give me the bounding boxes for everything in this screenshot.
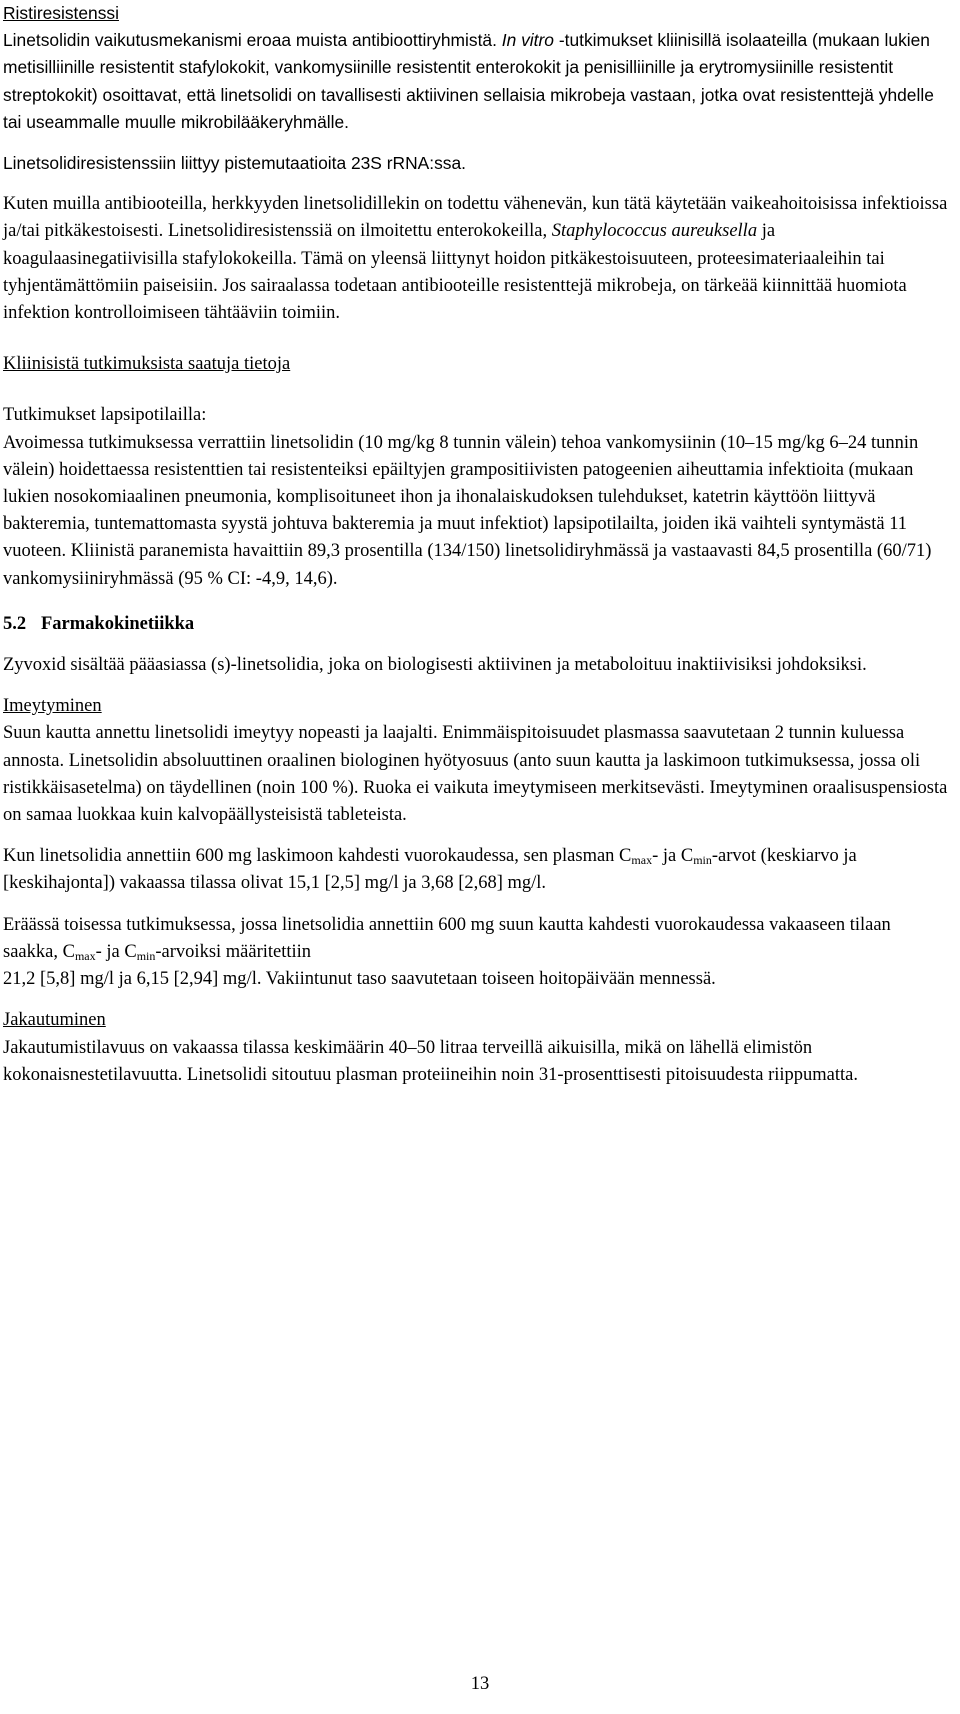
oral-text-a: Eräässä toisessa tutkimuksessa, jossa linetsolidia annettiin 600 mg suun kautta kahdesti vuorokaudessa vakaaseen tilaan saakka, C xyxy=(3,914,891,962)
sensitivity-part-b: Linetsolidiresistenssiä on ilmoitettu enterokokeilla, xyxy=(167,221,548,242)
cross-resistance-heading: Ristiresistenssi xyxy=(3,3,119,23)
mechanism-sentence: Linetsolidin vaikutusmekanismi eroaa muista antibioottiryhmistä. xyxy=(3,30,497,51)
sensitivity-part-c: ja koagulaasinegatiivisilla stafylokokeilla. Tämä on yleensä liittynyt hoidon pitkäkestoisuuteen, proteesimateriaaleihin tai tyhjentämättömiin paiseisiin. Jos sairaalassa todetaan antibiooteille resistenttejä mikrobeja, on tärkeää kiinnittää huomiota infektion kontrolloimiseen tähtääviin toimiin. xyxy=(3,221,907,324)
page-number: 13 xyxy=(470,1674,490,1694)
in-vitro-findings: -tutkimukset kliinisillä isolaateilla (mukaan lukien metisilliinille resistentit stafylokokit, vankomysiinille resistentit enterokokit ja penisilliinille ja erytromysiinille resistentit streptokokit) osoittavat, että linetsolidi on tavallisesti aktiivinen sellaisia mikrobeja vastaan, jotka ovat resistenttejä yhdelle tai useammalle muulle mikrobilääkeryhmälle. xyxy=(3,30,934,132)
distribution-heading: Jakautuminen xyxy=(3,1010,106,1031)
oral-dosing-paragraph xyxy=(3,912,950,994)
clinical-studies-heading: Kliinisistä tutkimuksista saatuja tietoja xyxy=(3,354,291,375)
iv-text-b: - ja C xyxy=(652,846,694,867)
distribution-section xyxy=(3,1007,950,1089)
sensitivity-paragraph xyxy=(3,191,950,327)
cmax-subscript: max xyxy=(74,948,96,963)
cmin-subscript: min xyxy=(693,853,712,868)
absorption-section xyxy=(3,693,950,829)
sensitivity-part-a: Kuten muilla antibiooteilla, herkkyyden linetsolidillekin on todettu vähenevän, kun tätä käytetään vaikeahoitoisissa infektioissa ja/tai pitkäkestoisesti. xyxy=(3,194,948,242)
iv-text-c: -arvot (keskiarvo ja [keskihajonta]) vakaassa tilassa olivat 15,1 [2,5] mg/l ja 3,68 [2,68] mg/l. xyxy=(3,846,857,894)
absorption-body: Suun kautta annettu linetsolidi imeytyy nopeasti ja laajalti. Enimmäispitoisuudet plasmassa saavutetaan 2 tunnin kuluessa annosta. Linetsolidin absoluuttinen oraalinen biologinen hyötyosuus (anto suun kautta ja laskimoon tutkimuksessa, jossa oli ristikkäisasetelma) on täydellinen (noin 100 %). Ruoka ei vaikuta imeytymiseen merkitsevästi. Imeytyminen oraalisuspensiosta on samaa luokkaa kuin kalvopäällysteisistä tableteista. xyxy=(3,723,948,826)
oral-text-d: 21,2 [5,8] mg/l ja 6,15 [2,94] mg/l. Vakiintunut taso saavutetaan toiseen hoitopäivään mennessä. xyxy=(3,969,716,990)
in-vitro-term: In vitro xyxy=(501,30,554,51)
staphylococcus-term: Staphylococcus aureuksella xyxy=(551,221,758,242)
oral-text-b: - ja C xyxy=(95,941,137,962)
oral-text-c: -arvoiksi määritettiin xyxy=(155,941,312,962)
cmax-subscript: max xyxy=(631,853,653,868)
iv-dosing-paragraph xyxy=(3,843,950,897)
zyvoxid-paragraph: Zyvoxid sisältää pääasiassa (s)-linetsolidia, joka on biologisesti aktiivinen ja metaboloituu inaktiivisiksi johdoksiksi. xyxy=(3,655,867,676)
section-title: Farmakokinetiikka xyxy=(41,613,195,634)
pharmacokinetics-heading xyxy=(3,611,950,638)
pediatric-title: Tutkimukset lapsipotilailla: xyxy=(3,405,207,426)
pediatric-paragraph xyxy=(3,402,950,592)
pediatric-body: Avoimessa tutkimuksessa verrattiin linetsolidin (10 mg/kg 8 tunnin välein) tehoa vankomysiinin (10‒15 mg/kg 6‒24 tunnin välein) hoidettaessa resistenttien tai resistenteiksi epäiltyjen grampositiivisten patogeenien aiheuttamia infektioita (mukaan lukien nosokomiaalinen pneumonia, komplisoituneet ihon ja ihonalaiskudoksen tulehdukset, katetrin käyttöön liittyvä bakteremia, tuntemattomasta syystä johtuva bakteremia ja muut infektiot) lapsipotilailta, joiden ikä vaihteli syntymästä 11 vuoteen. Kliinistä paranemista havaittiin 89,3 prosentilla (134/150) linetsolidiryhmässä ja vastaavasti 84,5 prosentilla (60/71) vankomysiiniryhmässä (95 % CI: -4,9, 14,6). xyxy=(3,432,932,589)
iv-text-a: Kun linetsolidia annettiin 600 mg laskimoon kahdesti vuorokaudessa, sen plasman C xyxy=(3,846,632,867)
section-number: 5.2 xyxy=(3,613,27,634)
point-mutation-paragraph: Linetsolidiresistenssiin liittyy pistemutaatioita 23S rRNA:ssa. xyxy=(3,153,466,174)
absorption-heading: Imeytyminen xyxy=(3,696,102,717)
cross-resistance-section xyxy=(3,0,950,136)
distribution-body: Jakautumistilavuus on vakaassa tilassa keskimäärin 40‒50 litraa terveillä aikuisilla, mikä on lähellä elimistön kokonaisnestetilavuutta. Linetsolidi sitoutuu plasman proteiineihin noin 31-prosenttisesti pitoisuudesta riippumatta. xyxy=(3,1037,858,1085)
cmin-subscript: min xyxy=(136,948,156,963)
